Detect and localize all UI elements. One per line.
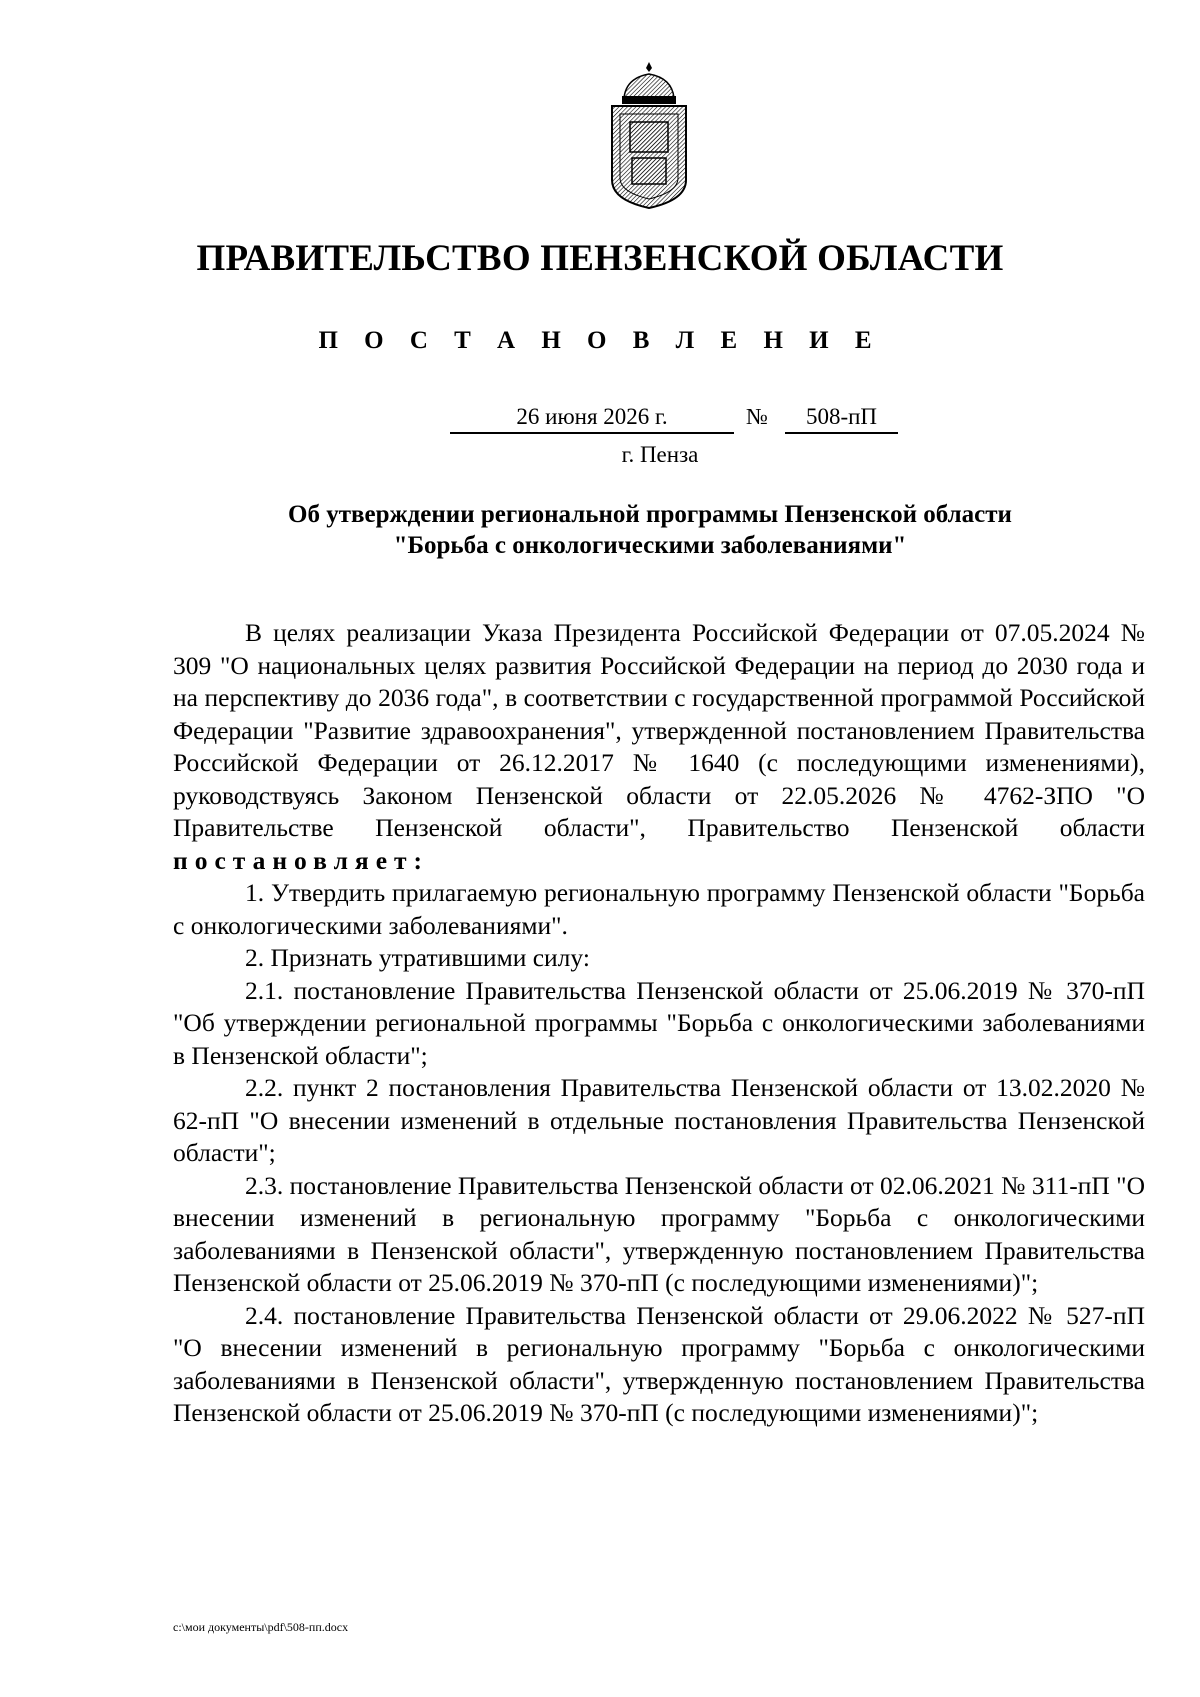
document-body <box>173 617 1145 1430</box>
body-paragraph: 1. Утвердить прилагаемую региональную программу Пензенской области "Борьба с онкологическими заболеваниями". <box>173 878 1145 940</box>
government-title: ПРАВИТЕЛЬСТВО ПЕНЗЕНСКОЙ ОБЛАСТИ <box>196 238 1004 279</box>
document-type: П О С Т А Н О В Л Е Н И Е <box>318 327 882 354</box>
document-number: 508-пП <box>785 402 898 434</box>
body-paragraph: 2.2. пункт 2 постановления Правительства Пензенской области от 13.02.2020 № 62-пП "О внесении изменений в отдельные постановления Правительства Пензенской области"; <box>173 1073 1145 1167</box>
preamble-paragraph <box>173 617 1145 877</box>
document-subject <box>230 499 1070 561</box>
body-paragraph: 2.3. постановление Правительства Пензенской области от 02.06.2021 № 311-пП "О внесении изменений в региональную программу "Борьба с онкологическими заболеваниями в Пензенской области", утвержденную постановлением Правительства Пензенской области от 25.06.2019 № 370-пП (с последующими изменениями)"; <box>173 1170 1145 1297</box>
body-paragraph: 2.4. постановление Правительства Пензенской области от 29.06.2022 № 527-пП "О внесении изменений в региональную программу "Борьба с онкологическими заболеваниями в Пензенской области", утвержденную постановлением Правительства Пензенской области от 25.06.2019 № 370-пП (с последующими изменениями)"; <box>173 1300 1145 1427</box>
subject-line: Об утверждении региональной программы Пензенской области <box>288 501 1012 528</box>
body-paragraph: 2.1. постановление Правительства Пензенской области от 25.06.2019 № 370-пП "Об утверждении региональной программы "Борьба с онкологическими заболеваниями в Пензенской области"; <box>173 975 1145 1070</box>
number-sign: № <box>746 404 768 429</box>
date-number-line <box>450 402 900 436</box>
document-date: 26 июня 2026 г. <box>450 402 734 434</box>
penza-coat-of-arms-icon <box>606 60 692 210</box>
file-path-footer: c:\мои документы\pdf\508-пп.docx <box>173 1620 349 1634</box>
preamble-text: В целях реализации Указа Президента Российской Федерации от 07.05.2024 № 309 "О национальных целях развития Российской Федерации на период до 2030 года и на перспективу до 2036 года", в соответствии с государственной программой Российской Федерации "Развитие здравоохранения", утвержденной постановлением Правительства Российской Федерации от 26.12.2017 № 1640 (с последующими изменениями), руководствуясь Законом Пензенской области от 22.05.2026 № 4762-ЗПО "О Правительстве Пензенской области", Правительство Пензенской области <box>173 618 1145 842</box>
subject-line: "Борьба с онкологическими заболеваниями" <box>393 532 907 559</box>
body-paragraph: 2. Признать утратившими силу: <box>245 943 590 972</box>
resolves-word: постановляет: <box>173 845 430 875</box>
city: г. Пенза <box>621 442 699 467</box>
